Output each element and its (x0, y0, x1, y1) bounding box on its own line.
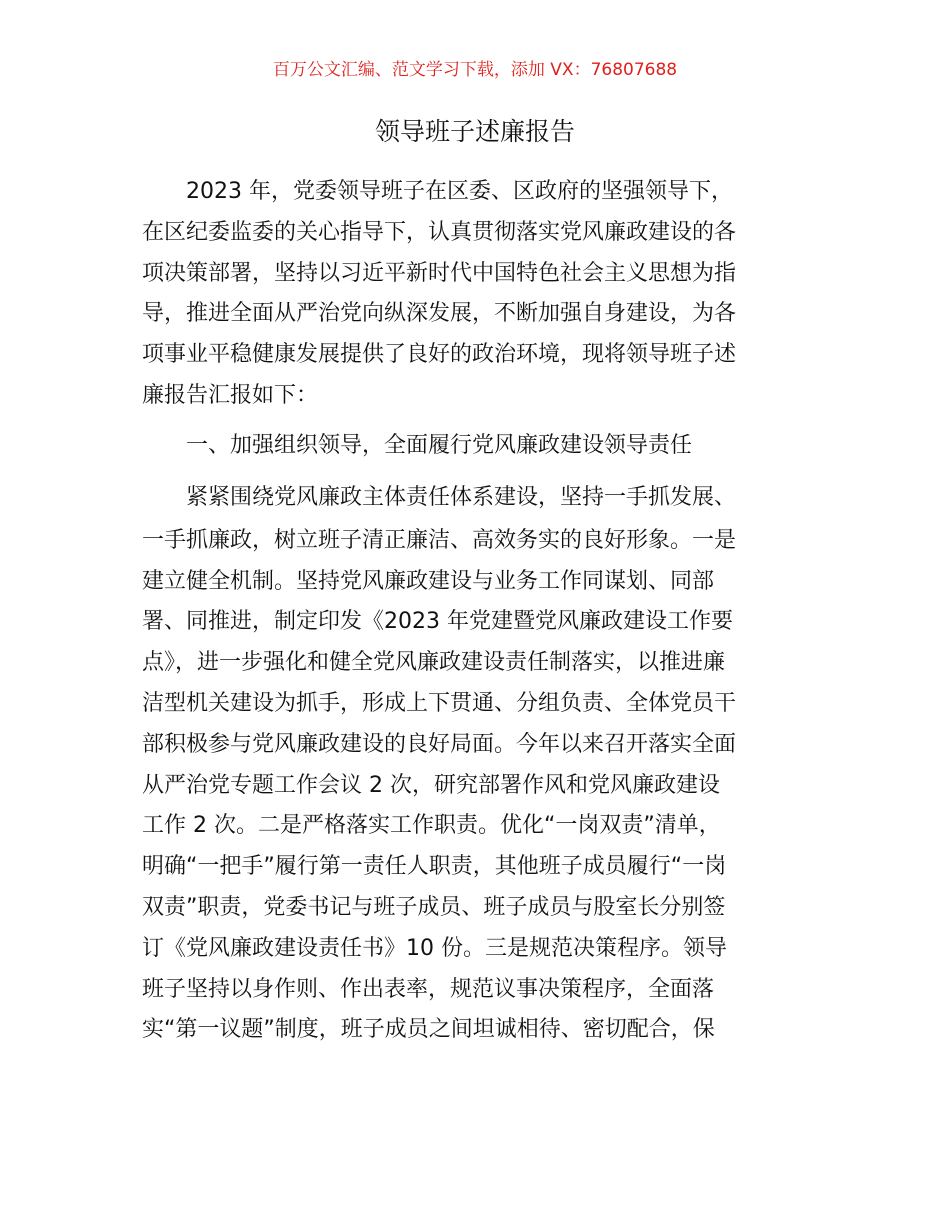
document-body (142, 172, 810, 1051)
body-line: 点》，进一步强化和健全党风廉政建设责任制落实，以推进廉 (142, 650, 726, 676)
body-line: 洁型机关建设为抓手，形成上下贯通、分组负责、全体党员干 (142, 690, 737, 716)
body-line: 双责”职责，党委书记与班子成员、班子成员与股室长分别签 (142, 894, 726, 920)
body-line: 明确“一把手”履行第一责任人职责，其他班子成员履行“一岗 (142, 854, 727, 880)
body-line: 订《党风廉政建设责任书》10 份。三是规范决策程序。领导 (142, 935, 727, 961)
body-line: 署、同推进，制定印发《2023 年党建暨党风廉政建设工作要 (142, 609, 733, 635)
body-line: 一手抓廉政，树立班子清正廉洁、高效务实的良好形象。一是 (142, 527, 737, 553)
body-line: 实“第一议题”制度，班子成员之间坦诚相待、密切配合，保 (142, 1017, 715, 1043)
body-line: 导，推进全面从严治党向纵深发展，不断加强自身建设，为各 (142, 301, 737, 327)
body-line: 建立健全机制。坚持党风廉政建设与业务工作同谋划、同部 (142, 568, 715, 594)
section-heading: 一、加强组织领导，全面履行党风廉政建设领导责任 (142, 432, 693, 458)
body-line: 2023 年，党委领导班子在区委、区政府的坚强领导下， (142, 179, 733, 204)
body-line: 部积极参与党风廉政建设的良好局面。今年以来召开落实全面 (142, 731, 737, 757)
header-watermark-note: 百万公文汇编、范文学习下载，添加 VX：76807688 (272, 60, 678, 80)
body-line: 工作 2 次。二是严格落实工作职责。优化“一岗双责”清单， (142, 813, 721, 839)
document-title: 领导班子述廉报告 (374, 117, 575, 146)
body-line: 项事业平稳健康发展提供了良好的政治环境，现将领导班子述 (142, 342, 737, 368)
body-line: 项决策部署，坚持以习近平新时代中国特色社会主义思想为指 (142, 260, 737, 286)
body-line: 班子坚持以身作则、作出表率，规范议事决策程序，全面落 (142, 976, 715, 1002)
body-line: 在区纪委监委的关心指导下，认真贯彻落实党风廉政建设的各 (142, 219, 737, 245)
body-line: 紧紧围绕党风廉政主体责任体系建设，坚持一手抓发展、 (142, 484, 737, 510)
body-line: 廉报告汇报如下： (142, 382, 319, 408)
body-line: 从严治党专题工作会议 2 次，研究部署作风和党风廉政建设 (142, 772, 720, 798)
